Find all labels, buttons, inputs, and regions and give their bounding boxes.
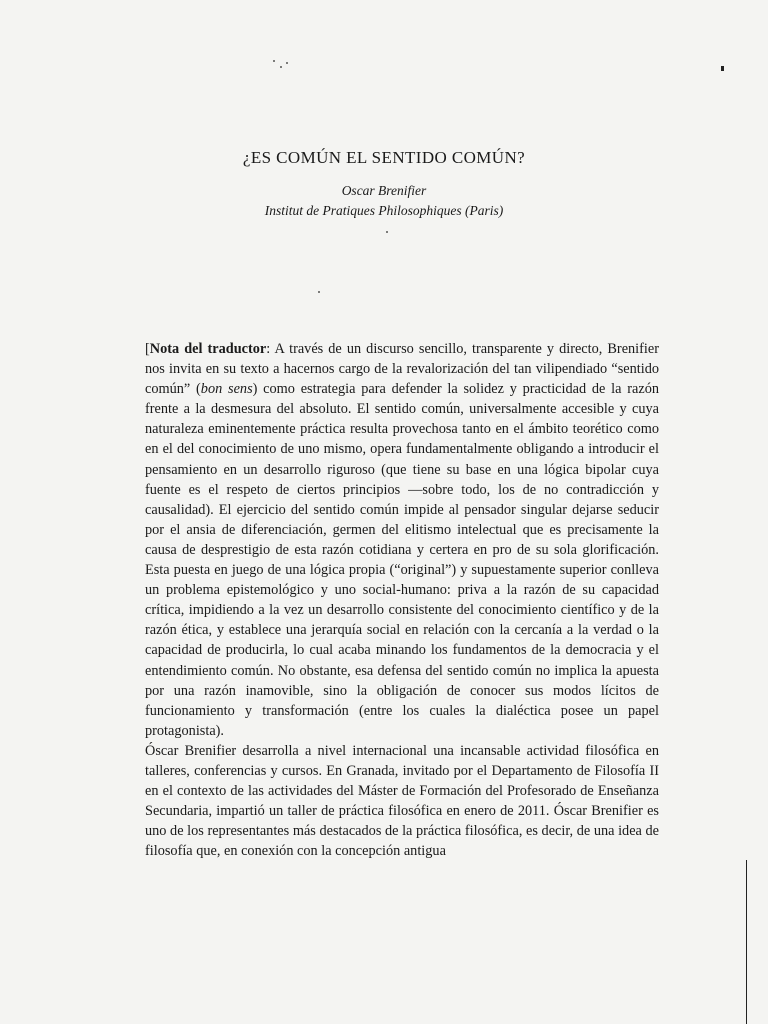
scan-speck	[318, 291, 320, 293]
scan-speck	[280, 66, 282, 68]
note-italic-term: bon sens	[200, 381, 253, 398]
open-bracket: [	[145, 341, 150, 357]
note-paragraph	[145, 339, 659, 741]
scan-mark	[721, 66, 724, 71]
scan-edge-line	[746, 860, 747, 1024]
page-title: ¿ES COMÚN EL SENTIDO COMÚN?	[242, 148, 526, 167]
scan-speck	[273, 60, 275, 62]
scan-speck	[286, 62, 288, 64]
author-affiliation: Institut de Pratiques Philosophiques (Paris)	[264, 203, 504, 218]
author-bio-paragraph: Óscar Brenifier desarrolla a nivel internacional una incansable actividad filosófica en talleres, conferencias y cursos. En Granada, invitado por el Departamento de Filosofía II en el contexto de las actividades del Máster de Formación del Profesorado de Enseñanza Secundaria, impartió un taller de práctica filosófica en enero de 2011. Óscar Brenifier es uno de los representantes más destacados de la práctica filosófica, es decir, de una idea de filosofía que, en conexión con la concepción antigua	[145, 742, 659, 860]
scan-speck	[386, 231, 388, 233]
note-lead: Nota del traductor	[149, 341, 267, 357]
author-name: Oscar Brenifier	[341, 183, 427, 198]
translator-note	[145, 339, 659, 861]
note-text: : A través de un discurso sencillo, transparente y directo, Brenifier nos invita en su texto a hacernos cargo de la revalorización del tan vilipendiado “sentido común” (	[145, 341, 659, 398]
note-text-continued: ) como estrategia para defender la solidez y practicidad de la razón frente a la desmesura del absoluto. El sentido común, universalmente accesible y cuya naturaleza eminentemente práctica resulta provechosa tanto en el ámbito teorético como en el del conocimiento de uno mismo, opera fundamentalmente obligando a introducir el pensamiento en un desarrollo riguroso (que tiene su base en una lógica bipolar cuya fuente es el respeto de ciertos principios —sobre todo, los de no contradicción y causalidad). El ejercicio del sentido común impide al pensador singular dejarse seducir por el ansia de diferenciación, germen del elitismo intelectual que es precisamente la causa de desprestigio de esta razón cotidiana y certera en pro de su sola glorificación. Esta puesta en juego de una lógica propia (“original”) y supuestamente superior conlleva un problema epistemológico y uno social-humano: priva a la razón de su capacidad crítica, impidiendo a la vez un desarrollo consistente del conocimiento científico y de la razón ética, y establece una jerarquía social en relación con la cercanía a la verdad o la capacidad de producirla, lo cual acaba minando los fundamentos de la democracia y el entendimiento común. No obstante, esa defensa del sentido común no implica la apuesta por una razón inamovible, sino la obligación de conocer sus modos lícitos de funcionamiento y transformación (entre los cuales la dialéctica posee un papel protagonista).	[145, 381, 660, 739]
